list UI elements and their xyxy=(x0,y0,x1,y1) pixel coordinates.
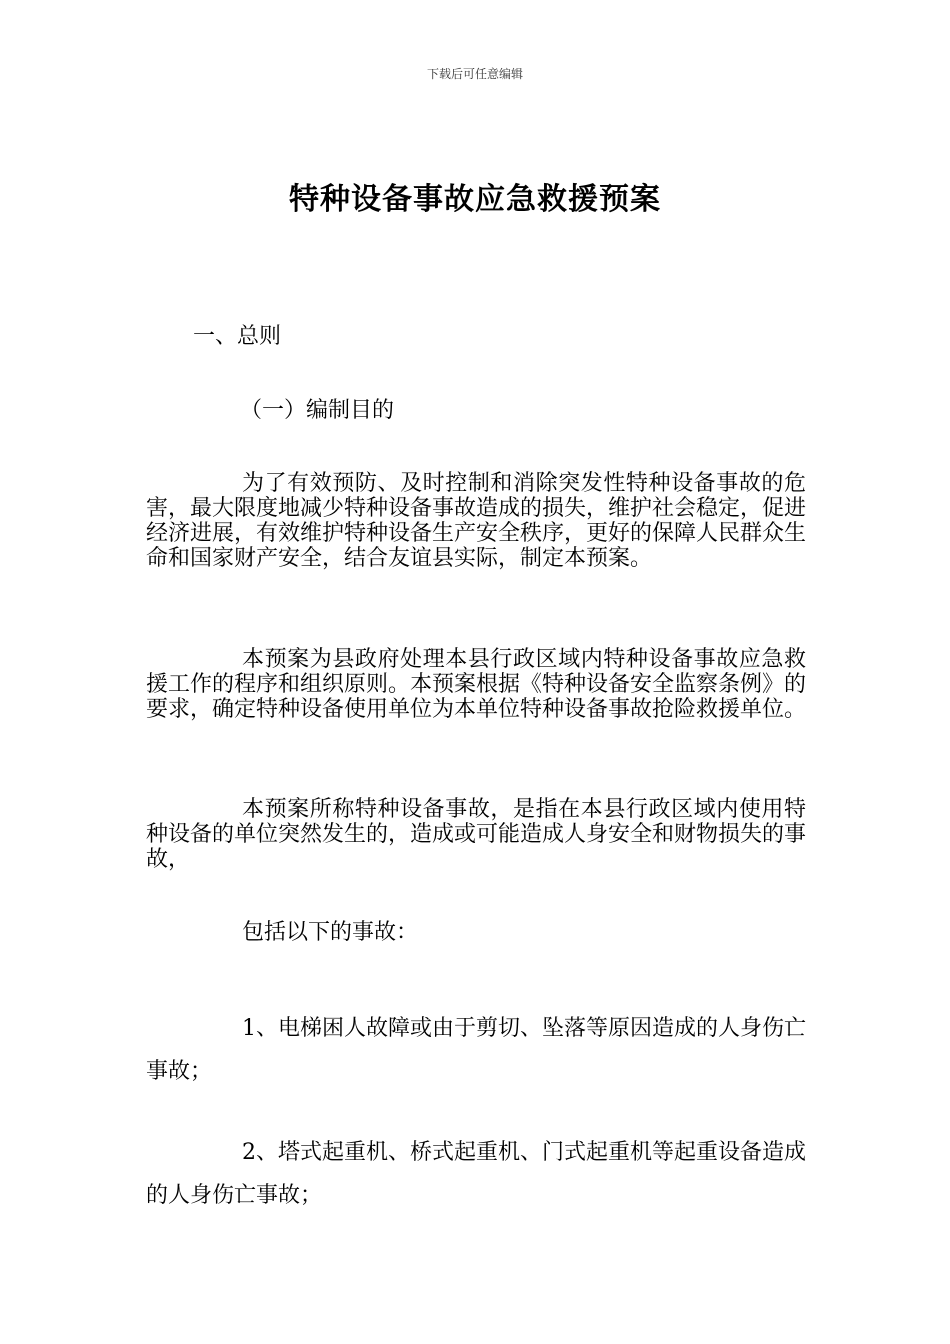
document-title: 特种设备事故应急救援预案 xyxy=(289,182,661,217)
paragraph-purpose: 为了有效预防、及时控制和消除突发性特种设备事故的危害，最大限度地减少特种设备事故造成的损失，维护社会稳定，促进经济进展，有效维护特种设备生产安全秩序，更好的保障人民群众生命和国家财产安全，结合友谊县实际，制定本预案。 xyxy=(146,471,807,571)
list-item-crane: 2、塔式起重机、桥式起重机、门式起重机等起重设备造成的人身伤亡事故； xyxy=(146,1140,806,1208)
list-item-elevator: 1、电梯困人故障或由于剪切、坠落等原因造成的人身伤亡事故； xyxy=(146,1016,806,1084)
paragraph-definition: 本预案所称特种设备事故，是指在本县行政区域内使用特种设备的单位突然发生的，造成或可能造成人身安全和财物损失的事故， xyxy=(146,797,807,872)
page-header: 下载后可任意编辑 xyxy=(426,67,523,81)
paragraph-scope: 本预案为县政府处理本县行政区域内特种设备事故应急救援工作的程序和组织原则。本预案根据《特种设备安全监察条例》的要求，确定特种设备使用单位为本单位特种设备事故抢险救援单位。 xyxy=(146,647,807,722)
section-heading: 一、总则 xyxy=(193,324,282,349)
subsection-heading: （一）编制目的 xyxy=(240,398,395,423)
paragraph-list-intro: 包括以下的事故： xyxy=(242,920,419,945)
